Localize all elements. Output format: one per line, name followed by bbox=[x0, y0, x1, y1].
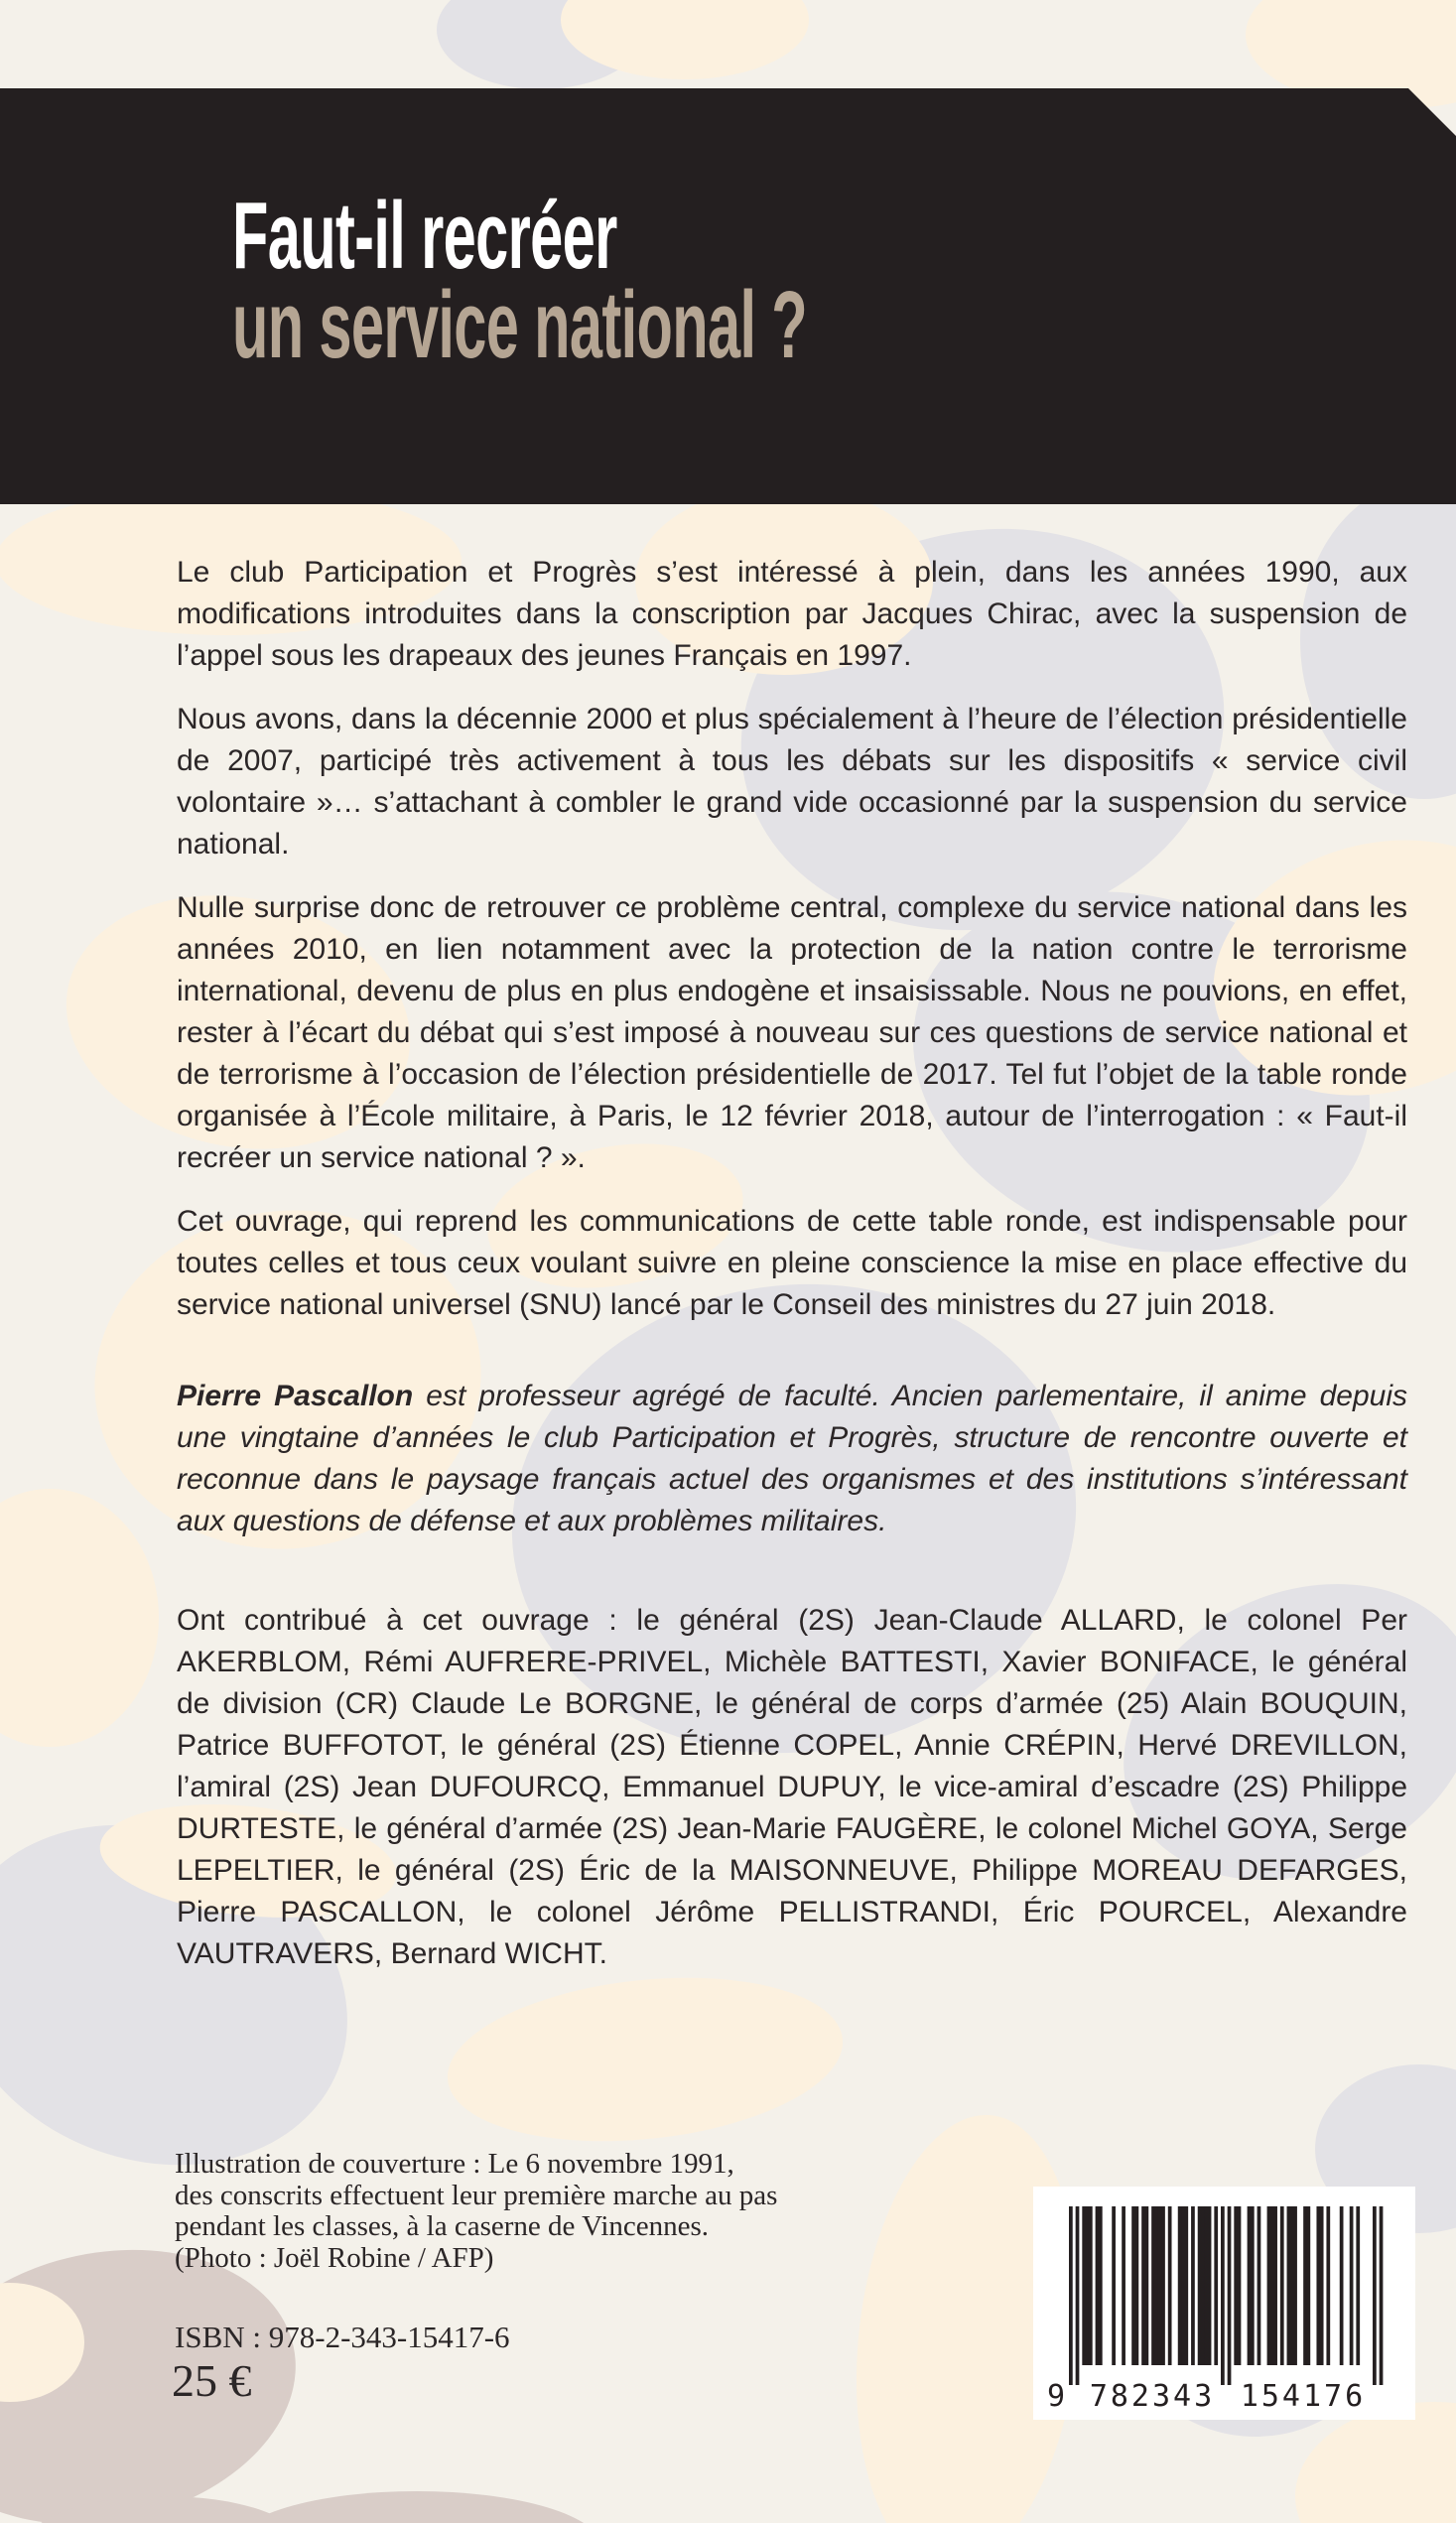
barcode-digit-group: 9 bbox=[1046, 2379, 1065, 2414]
paragraph-1: Le club Participation et Progrès s’est intéressé à plein, dans les années 1990, aux modifications introduites dans la conscription par Jacques Chirac, avec la suspension de l’appel sous les drapeaux des jeunes Français en 1997. bbox=[177, 556, 1407, 672]
barcode-digit-group: 782343 bbox=[1089, 2379, 1216, 2414]
credit-line: (Photo : Joël Robine / AFP) bbox=[175, 2241, 494, 2274]
isbn: ISBN : 978-2-343-15417-6 bbox=[175, 2320, 510, 2354]
credit-line: Illustration de couverture : Le 6 novembre 1991, bbox=[175, 2148, 734, 2180]
cover-illustration-credit bbox=[175, 2149, 777, 2274]
contributors-list: Ont contribué à cet ouvrage : le général (2S) Jean-Claude ALLARD, le colonel Per AKERBLOM, Rémi AUFRERE-PRIVEL, Michèle BATTESTI, Xavier BONIFACE, le général de division (CR) Claude Le BORGNE, le général de corps d’armée (25) Alain BOUQUIN, Patrice BUFFOTOT, le général (2S) Étienne COPEL, Annie CRÉPIN, Hervé DREVILLON, l’amiral (2S) Jean DUFOURCQ, Emmanuel DUPUY, le vice-amiral d’escadre (2S) Philippe DURTESTE, le général d’armée (2S) Jean-Marie FAUGÈRE, le colonel Michel GOYA, Serge LEPELTIER, le général (2S) Éric de la MAISONNEUVE, Philippe MOREAU DEFARGES, Pierre PASCALLON, le colonel Jérôme PELLISTRANDI, Éric POURCEL, Alexandre VAUTRAVERS, Bernard WICHT. bbox=[177, 1604, 1407, 1970]
barcode bbox=[1033, 2187, 1415, 2420]
book-title-line2: un service national ? bbox=[232, 272, 808, 378]
author-bio bbox=[177, 1376, 1407, 1542]
author-bio-text: est professeur agrégé de faculté. Ancien parlementaire, il anime depuis une vingtaine d’années le club Participation et Progrès, structure de rencontre ouverte et reconnue dans le paysage français actuel des organismes et des institutions s’intéressant aux questions de défense et aux problèmes militaires. bbox=[177, 1380, 1407, 1537]
price: 25 € bbox=[172, 2355, 252, 2406]
author-name: Pierre Pascallon bbox=[177, 1380, 414, 1412]
credit-line: des conscrits effectuent leur première marche au pas bbox=[175, 2179, 778, 2211]
credit-line: pendant les classes, à la caserne de Vincennes. bbox=[175, 2210, 710, 2242]
paragraph-4: Cet ouvrage, qui reprend les communications de cette table ronde, est indispensable pour toutes celles et tous ceux voulant suivre en pleine conscience la mise en place effective du service national universel (SNU) lancé par le Conseil des ministres du 27 juin 2018. bbox=[177, 1205, 1407, 1321]
paragraph-3: Nulle surprise donc de retrouver ce problème central, complexe du service national dans les années 2010, en lien notamment avec la protection de la nation contre le terrorisme international, devenu de plus en plus endogène et insaisissable. Nous ne pouvions, en effet, rester à l’écart du débat qui s’est imposé à nouveau sur ces questions de service national et de terrorisme à l’occasion de l’élection présidentielle de 2017. Tel fut l’objet de la table ronde organisée à l’École militaire, à Paris, le 12 février 2018, autour de l’interrogation : « Faut-il recréer un service national ? ». bbox=[177, 891, 1407, 1174]
back-cover-text bbox=[177, 552, 1407, 1975]
paragraph-2: Nous avons, dans la décennie 2000 et plus spécialement à l’heure de l’élection présidentielle de 2007, participé très activement à tous les débats sur les dispositifs « service civil volontaire »… s’attachant à combler le grand vide occasionné par la suspension du service national. bbox=[177, 703, 1407, 861]
barcode-digit-group: 154176 bbox=[1240, 2379, 1367, 2414]
book-title-line1: Faut-il recréer bbox=[232, 183, 617, 289]
